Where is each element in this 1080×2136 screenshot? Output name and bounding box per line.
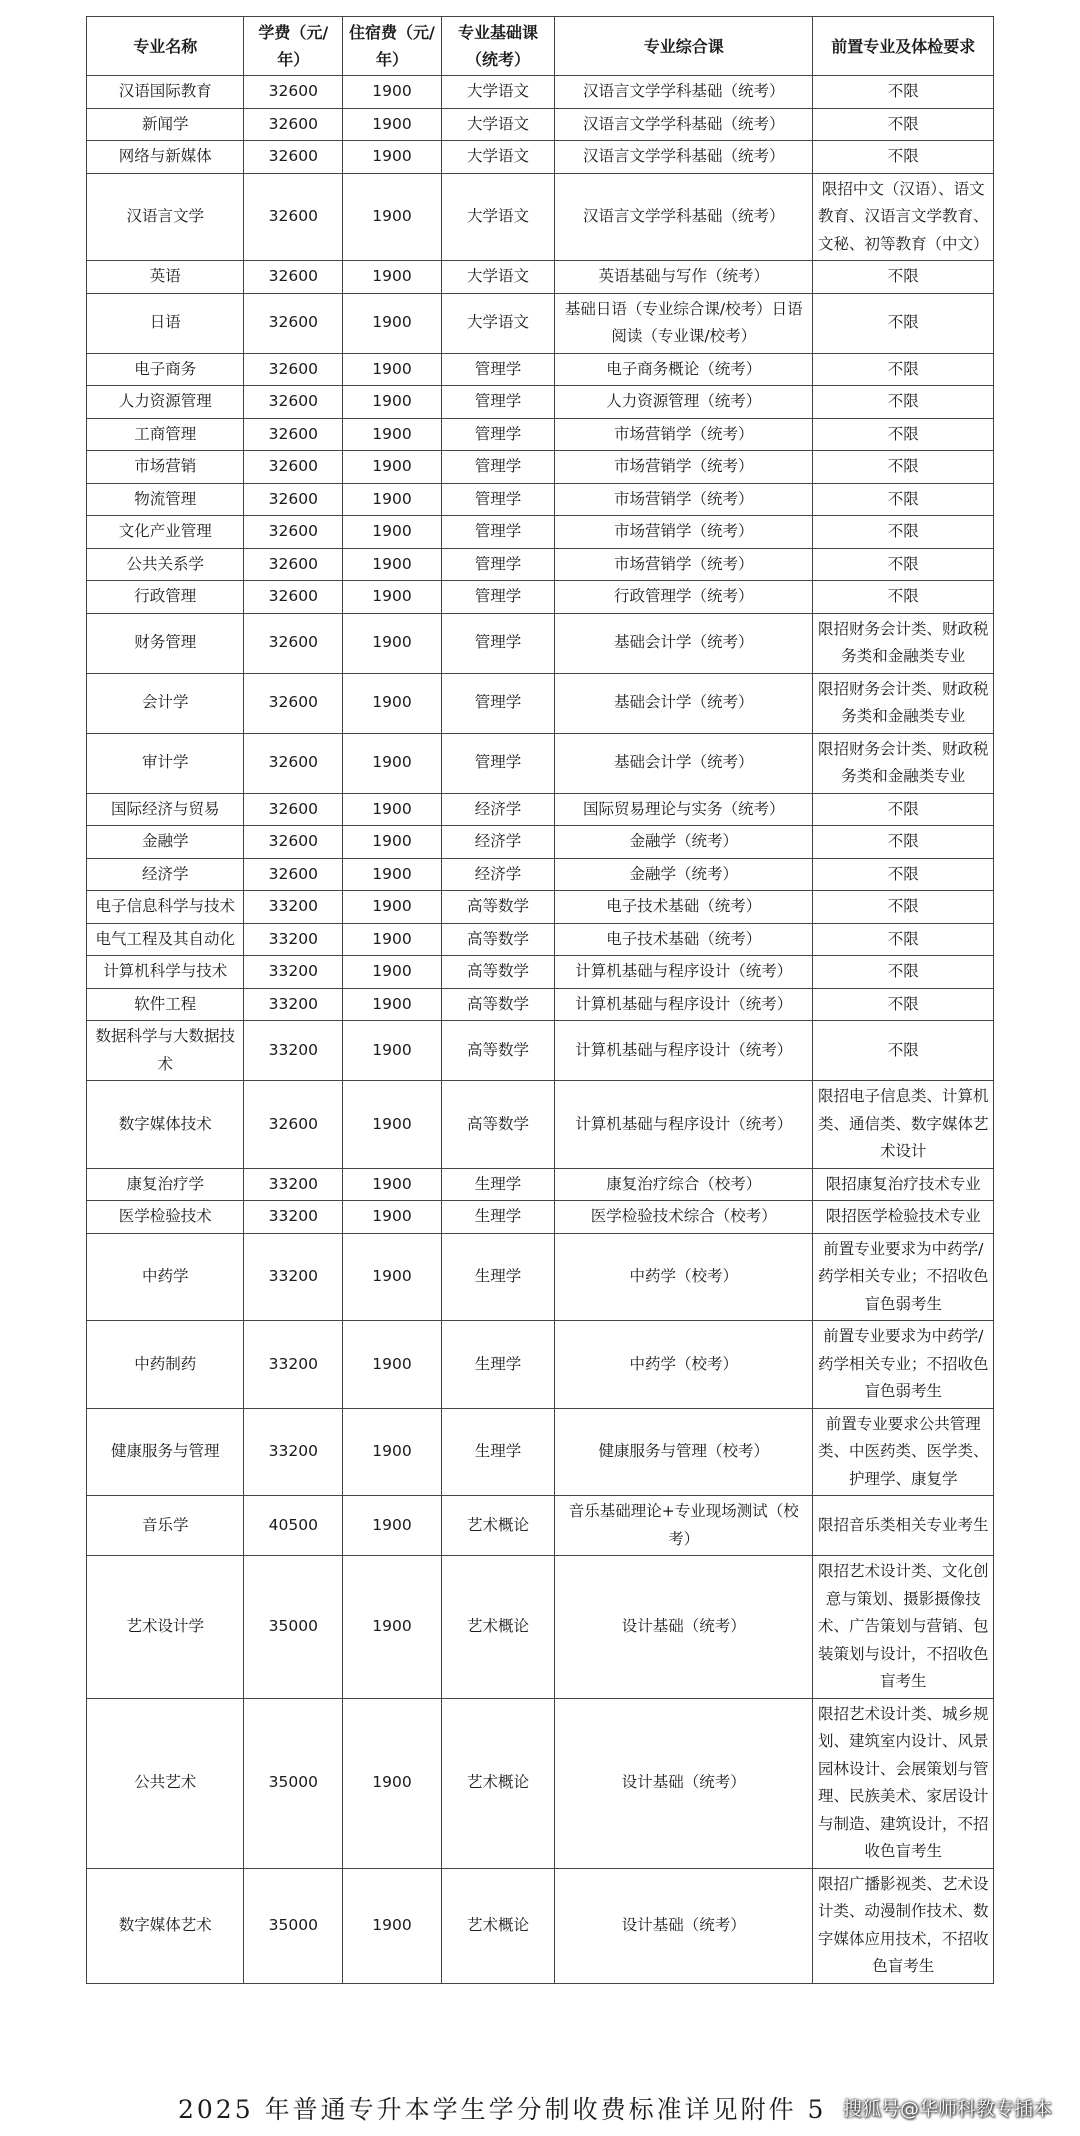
cell-requirements: 不限 (813, 891, 994, 924)
cell-basic-course: 高等数学 (441, 1021, 554, 1081)
cell-basic-course: 管理学 (441, 386, 554, 419)
cell-major: 健康服务与管理 (87, 1408, 244, 1496)
cell-comprehensive-course: 电子商务概论（统考） (555, 353, 813, 386)
table-row (87, 141, 994, 174)
cell-tuition: 33200 (244, 923, 343, 956)
cell-lodging: 1900 (343, 581, 442, 614)
cell-lodging: 1900 (343, 516, 442, 549)
cell-tuition: 32600 (244, 108, 343, 141)
cell-comprehensive-course: 电子技术基础（统考） (555, 891, 813, 924)
cell-comprehensive-course: 康复治疗综合（校考） (555, 1168, 813, 1201)
cell-requirements: 不限 (813, 923, 994, 956)
cell-basic-course: 艺术概论 (441, 1868, 554, 1983)
cell-basic-course: 管理学 (441, 353, 554, 386)
cell-tuition: 32600 (244, 793, 343, 826)
cell-tuition: 32600 (244, 548, 343, 581)
cell-tuition: 32600 (244, 1081, 343, 1169)
cell-tuition: 35000 (244, 1868, 343, 1983)
cell-tuition: 32600 (244, 418, 343, 451)
table-row (87, 418, 994, 451)
cell-basic-course: 管理学 (441, 516, 554, 549)
cell-basic-course: 生理学 (441, 1168, 554, 1201)
cell-comprehensive-course: 市场营销学（统考） (555, 418, 813, 451)
cell-major: 经济学 (87, 858, 244, 891)
cell-major: 审计学 (87, 733, 244, 793)
table-row (87, 76, 994, 109)
cell-comprehensive-course: 设计基础（统考） (555, 1556, 813, 1699)
cell-lodging: 1900 (343, 293, 442, 353)
cell-comprehensive-course: 市场营销学（统考） (555, 451, 813, 484)
cell-lodging: 1900 (343, 548, 442, 581)
cell-lodging: 1900 (343, 1321, 442, 1409)
cell-major: 汉语言文学 (87, 173, 244, 261)
cell-major: 中药学 (87, 1233, 244, 1321)
cell-major: 数字媒体艺术 (87, 1868, 244, 1983)
cell-basic-course: 生理学 (441, 1233, 554, 1321)
cell-requirements: 限招财务会计类、财政税务类和金融类专业 (813, 733, 994, 793)
cell-basic-course: 生理学 (441, 1321, 554, 1409)
cell-tuition: 32600 (244, 613, 343, 673)
table-row (87, 826, 994, 859)
header-comprehensive-course: 专业综合课 (555, 17, 813, 76)
cell-comprehensive-course: 金融学（统考） (555, 858, 813, 891)
cell-comprehensive-course: 健康服务与管理（校考） (555, 1408, 813, 1496)
cell-major: 工商管理 (87, 418, 244, 451)
cell-comprehensive-course: 汉语言文学学科基础（统考） (555, 173, 813, 261)
cell-requirements: 限招广播影视类、艺术设计类、动漫制作技术、数字媒体应用技术，不招收色盲考生 (813, 1868, 994, 1983)
cell-lodging: 1900 (343, 386, 442, 419)
cell-basic-course: 高等数学 (441, 956, 554, 989)
header-lodging: 住宿费（元/年） (343, 17, 442, 76)
table-row (87, 1408, 994, 1496)
cell-lodging: 1900 (343, 261, 442, 294)
cell-basic-course: 大学语文 (441, 141, 554, 174)
table-row (87, 1021, 994, 1081)
cell-major: 公共关系学 (87, 548, 244, 581)
cell-lodging: 1900 (343, 826, 442, 859)
cell-basic-course: 管理学 (441, 581, 554, 614)
cell-basic-course: 高等数学 (441, 891, 554, 924)
cell-comprehensive-course: 汉语言文学学科基础（统考） (555, 108, 813, 141)
cell-basic-course: 管理学 (441, 673, 554, 733)
cell-major: 数字媒体技术 (87, 1081, 244, 1169)
cell-major: 国际经济与贸易 (87, 793, 244, 826)
cell-major: 市场营销 (87, 451, 244, 484)
cell-basic-course: 生理学 (441, 1408, 554, 1496)
cell-major: 汉语国际教育 (87, 76, 244, 109)
cell-basic-course: 大学语文 (441, 173, 554, 261)
cell-basic-course: 大学语文 (441, 108, 554, 141)
cell-major: 新闻学 (87, 108, 244, 141)
cell-requirements: 不限 (813, 483, 994, 516)
cell-lodging: 1900 (343, 141, 442, 174)
table-row (87, 988, 994, 1021)
source-watermark: 搜狐号@华师科教专插本 (842, 2098, 1052, 2120)
cell-lodging: 1900 (343, 1081, 442, 1169)
cell-requirements: 限招艺术设计类、文化创意与策划、摄影摄像技术、广告策划与营销、包装策划与设计，不招收色盲考生 (813, 1556, 994, 1699)
cell-tuition: 33200 (244, 1321, 343, 1409)
table-row (87, 1233, 994, 1321)
cell-comprehensive-course: 中药学（校考） (555, 1233, 813, 1321)
cell-requirements: 限招康复治疗技术专业 (813, 1168, 994, 1201)
header-tuition: 学费（元/年） (244, 17, 343, 76)
table-row (87, 386, 994, 419)
cell-lodging: 1900 (343, 1021, 442, 1081)
cell-lodging: 1900 (343, 956, 442, 989)
cell-lodging: 1900 (343, 793, 442, 826)
cell-lodging: 1900 (343, 891, 442, 924)
table-row (87, 613, 994, 673)
cell-tuition: 32600 (244, 451, 343, 484)
cell-basic-course: 管理学 (441, 548, 554, 581)
cell-requirements: 不限 (813, 988, 994, 1021)
cell-tuition: 32600 (244, 483, 343, 516)
table-row (87, 353, 994, 386)
table-row (87, 261, 994, 294)
table-body (87, 76, 994, 1984)
cell-tuition: 33200 (244, 1408, 343, 1496)
table-row (87, 108, 994, 141)
cell-requirements: 不限 (813, 451, 994, 484)
table-row (87, 1201, 994, 1234)
cell-major: 医学检验技术 (87, 1201, 244, 1234)
table-row (87, 1556, 994, 1699)
cell-comprehensive-course: 市场营销学（统考） (555, 483, 813, 516)
cell-lodging: 1900 (343, 1496, 442, 1556)
cell-basic-course: 经济学 (441, 793, 554, 826)
cell-basic-course: 管理学 (441, 733, 554, 793)
cell-major: 会计学 (87, 673, 244, 733)
cell-requirements: 限招中文（汉语）、语文教育、汉语言文学教育、文秘、初等教育（中文） (813, 173, 994, 261)
cell-requirements: 不限 (813, 386, 994, 419)
cell-lodging: 1900 (343, 1556, 442, 1699)
cell-major: 数据科学与大数据技术 (87, 1021, 244, 1081)
table-row (87, 858, 994, 891)
cell-comprehensive-course: 基础会计学（统考） (555, 733, 813, 793)
cell-requirements: 不限 (813, 548, 994, 581)
cell-major: 电子商务 (87, 353, 244, 386)
table-row (87, 891, 994, 924)
cell-tuition: 32600 (244, 293, 343, 353)
cell-comprehensive-course: 行政管理学（统考） (555, 581, 813, 614)
cell-major: 网络与新媒体 (87, 141, 244, 174)
cell-tuition: 40500 (244, 1496, 343, 1556)
cell-tuition: 32600 (244, 386, 343, 419)
cell-major: 电气工程及其自动化 (87, 923, 244, 956)
cell-tuition: 33200 (244, 1233, 343, 1321)
cell-comprehensive-course: 计算机基础与程序设计（统考） (555, 1021, 813, 1081)
cell-tuition: 32600 (244, 581, 343, 614)
cell-requirements: 不限 (813, 581, 994, 614)
cell-major: 财务管理 (87, 613, 244, 673)
cell-comprehensive-course: 市场营销学（统考） (555, 516, 813, 549)
cell-basic-course: 大学语文 (441, 293, 554, 353)
cell-basic-course: 管理学 (441, 613, 554, 673)
cell-comprehensive-course: 设计基础（统考） (555, 1698, 813, 1868)
cell-tuition: 33200 (244, 1201, 343, 1234)
cell-basic-course: 经济学 (441, 858, 554, 891)
cell-tuition: 32600 (244, 76, 343, 109)
cell-requirements: 限招电子信息类、计算机类、通信类、数字媒体艺术设计 (813, 1081, 994, 1169)
cell-basic-course: 高等数学 (441, 1081, 554, 1169)
table-row (87, 956, 994, 989)
cell-basic-course: 管理学 (441, 418, 554, 451)
cell-requirements: 前置专业要求为中药学/药学相关专业；不招收色盲色弱考生 (813, 1233, 994, 1321)
cell-lodging: 1900 (343, 108, 442, 141)
cell-comprehensive-course: 医学检验技术综合（校考） (555, 1201, 813, 1234)
cell-requirements: 限招艺术设计类、城乡规划、建筑室内设计、风景园林设计、会展策划与管理、民族美术、家居设计与制造、建筑设计，不招收色盲考生 (813, 1698, 994, 1868)
table-row (87, 293, 994, 353)
cell-lodging: 1900 (343, 173, 442, 261)
cell-basic-course: 生理学 (441, 1201, 554, 1234)
cell-comprehensive-course: 计算机基础与程序设计（统考） (555, 956, 813, 989)
cell-tuition: 32600 (244, 173, 343, 261)
cell-lodging: 1900 (343, 733, 442, 793)
cell-lodging: 1900 (343, 1201, 442, 1234)
cell-lodging: 1900 (343, 613, 442, 673)
table-row (87, 923, 994, 956)
cell-requirements: 不限 (813, 141, 994, 174)
cell-requirements: 不限 (813, 108, 994, 141)
table-row (87, 516, 994, 549)
cell-requirements: 前置专业要求为中药学/药学相关专业；不招收色盲色弱考生 (813, 1321, 994, 1409)
table-row (87, 673, 994, 733)
cell-comprehensive-course: 市场营销学（统考） (555, 548, 813, 581)
cell-major: 日语 (87, 293, 244, 353)
footer-title: 2025 年普通专升本学生学分制收费标准详见附件 5 (178, 2095, 827, 2124)
cell-major: 软件工程 (87, 988, 244, 1021)
cell-major: 电子信息科学与技术 (87, 891, 244, 924)
cell-tuition: 35000 (244, 1556, 343, 1699)
table-row (87, 1496, 994, 1556)
cell-tuition: 32600 (244, 826, 343, 859)
cell-comprehensive-course: 人力资源管理（统考） (555, 386, 813, 419)
cell-basic-course: 大学语文 (441, 76, 554, 109)
cell-basic-course: 管理学 (441, 451, 554, 484)
cell-basic-course: 高等数学 (441, 923, 554, 956)
cell-major: 行政管理 (87, 581, 244, 614)
cell-lodging: 1900 (343, 1698, 442, 1868)
table-row (87, 581, 994, 614)
cell-tuition: 33200 (244, 1021, 343, 1081)
cell-comprehensive-course: 计算机基础与程序设计（统考） (555, 988, 813, 1021)
cell-major: 文化产业管理 (87, 516, 244, 549)
table-row (87, 451, 994, 484)
cell-tuition: 32600 (244, 353, 343, 386)
cell-requirements: 不限 (813, 293, 994, 353)
cell-requirements: 限招医学检验技术专业 (813, 1201, 994, 1234)
cell-requirements: 不限 (813, 1021, 994, 1081)
cell-tuition: 32600 (244, 516, 343, 549)
cell-basic-course: 管理学 (441, 483, 554, 516)
cell-requirements: 不限 (813, 826, 994, 859)
cell-lodging: 1900 (343, 353, 442, 386)
cell-lodging: 1900 (343, 1233, 442, 1321)
cell-comprehensive-course: 金融学（统考） (555, 826, 813, 859)
cell-comprehensive-course: 基础会计学（统考） (555, 613, 813, 673)
cell-major: 公共艺术 (87, 1698, 244, 1868)
cell-lodging: 1900 (343, 858, 442, 891)
cell-tuition: 32600 (244, 733, 343, 793)
cell-requirements: 前置专业要求公共管理类、中医药类、医学类、护理学、康复学 (813, 1408, 994, 1496)
header-requirements: 前置专业及体检要求 (813, 17, 994, 76)
table-row (87, 483, 994, 516)
cell-comprehensive-course: 设计基础（统考） (555, 1868, 813, 1983)
cell-tuition: 33200 (244, 956, 343, 989)
cell-tuition: 32600 (244, 858, 343, 891)
cell-tuition: 32600 (244, 141, 343, 174)
cell-lodging: 1900 (343, 76, 442, 109)
cell-major: 计算机科学与技术 (87, 956, 244, 989)
header-major: 专业名称 (87, 17, 244, 76)
header-basic-course: 专业基础课（统考） (441, 17, 554, 76)
cell-comprehensive-course: 电子技术基础（统考） (555, 923, 813, 956)
cell-requirements: 不限 (813, 793, 994, 826)
cell-requirements: 不限 (813, 76, 994, 109)
cell-major: 英语 (87, 261, 244, 294)
cell-tuition: 33200 (244, 988, 343, 1021)
table-row (87, 1868, 994, 1983)
table-row (87, 1168, 994, 1201)
table-top-edge (86, 0, 994, 4)
cell-lodging: 1900 (343, 483, 442, 516)
cell-requirements: 限招财务会计类、财政税务类和金融类专业 (813, 673, 994, 733)
cell-basic-course: 高等数学 (441, 988, 554, 1021)
table-row (87, 733, 994, 793)
cell-lodging: 1900 (343, 988, 442, 1021)
cell-lodging: 1900 (343, 451, 442, 484)
cell-requirements: 不限 (813, 261, 994, 294)
cell-basic-course: 经济学 (441, 826, 554, 859)
cell-basic-course: 大学语文 (441, 261, 554, 294)
cell-comprehensive-course: 音乐基础理论+专业现场测试（校考） (555, 1496, 813, 1556)
cell-comprehensive-course: 基础日语（专业综合课/校考）日语阅读（专业课/校考） (555, 293, 813, 353)
table-row (87, 173, 994, 261)
cell-major: 中药制药 (87, 1321, 244, 1409)
cell-requirements: 限招财务会计类、财政税务类和金融类专业 (813, 613, 994, 673)
cell-comprehensive-course: 国际贸易理论与实务（统考） (555, 793, 813, 826)
cell-requirements: 不限 (813, 956, 994, 989)
cell-comprehensive-course: 英语基础与写作（统考） (555, 261, 813, 294)
cell-requirements: 不限 (813, 418, 994, 451)
cell-major: 康复治疗学 (87, 1168, 244, 1201)
table-row (87, 548, 994, 581)
fee-table (86, 16, 994, 1984)
cell-tuition: 33200 (244, 891, 343, 924)
cell-lodging: 1900 (343, 418, 442, 451)
cell-requirements: 不限 (813, 353, 994, 386)
cell-tuition: 35000 (244, 1698, 343, 1868)
cell-lodging: 1900 (343, 1868, 442, 1983)
cell-tuition: 32600 (244, 673, 343, 733)
cell-basic-course: 艺术概论 (441, 1496, 554, 1556)
cell-major: 音乐学 (87, 1496, 244, 1556)
header-row (87, 17, 994, 76)
cell-major: 物流管理 (87, 483, 244, 516)
table-row (87, 793, 994, 826)
table-row (87, 1081, 994, 1169)
cell-major: 金融学 (87, 826, 244, 859)
cell-major: 艺术设计学 (87, 1556, 244, 1699)
cell-basic-course: 艺术概论 (441, 1698, 554, 1868)
cell-lodging: 1900 (343, 1408, 442, 1496)
cell-comprehensive-course: 计算机基础与程序设计（统考） (555, 1081, 813, 1169)
cell-tuition: 33200 (244, 1168, 343, 1201)
cell-requirements: 不限 (813, 516, 994, 549)
cell-lodging: 1900 (343, 1168, 442, 1201)
cell-requirements: 不限 (813, 858, 994, 891)
cell-comprehensive-course: 中药学（校考） (555, 1321, 813, 1409)
cell-comprehensive-course: 汉语言文学学科基础（统考） (555, 76, 813, 109)
table-row (87, 1321, 994, 1409)
cell-basic-course: 艺术概论 (441, 1556, 554, 1699)
cell-major: 人力资源管理 (87, 386, 244, 419)
cell-tuition: 32600 (244, 261, 343, 294)
cell-comprehensive-course: 汉语言文学学科基础（统考） (555, 141, 813, 174)
cell-comprehensive-course: 基础会计学（统考） (555, 673, 813, 733)
cell-requirements: 限招音乐类相关专业考生 (813, 1496, 994, 1556)
table-row (87, 1698, 994, 1868)
cell-lodging: 1900 (343, 923, 442, 956)
cell-lodging: 1900 (343, 673, 442, 733)
